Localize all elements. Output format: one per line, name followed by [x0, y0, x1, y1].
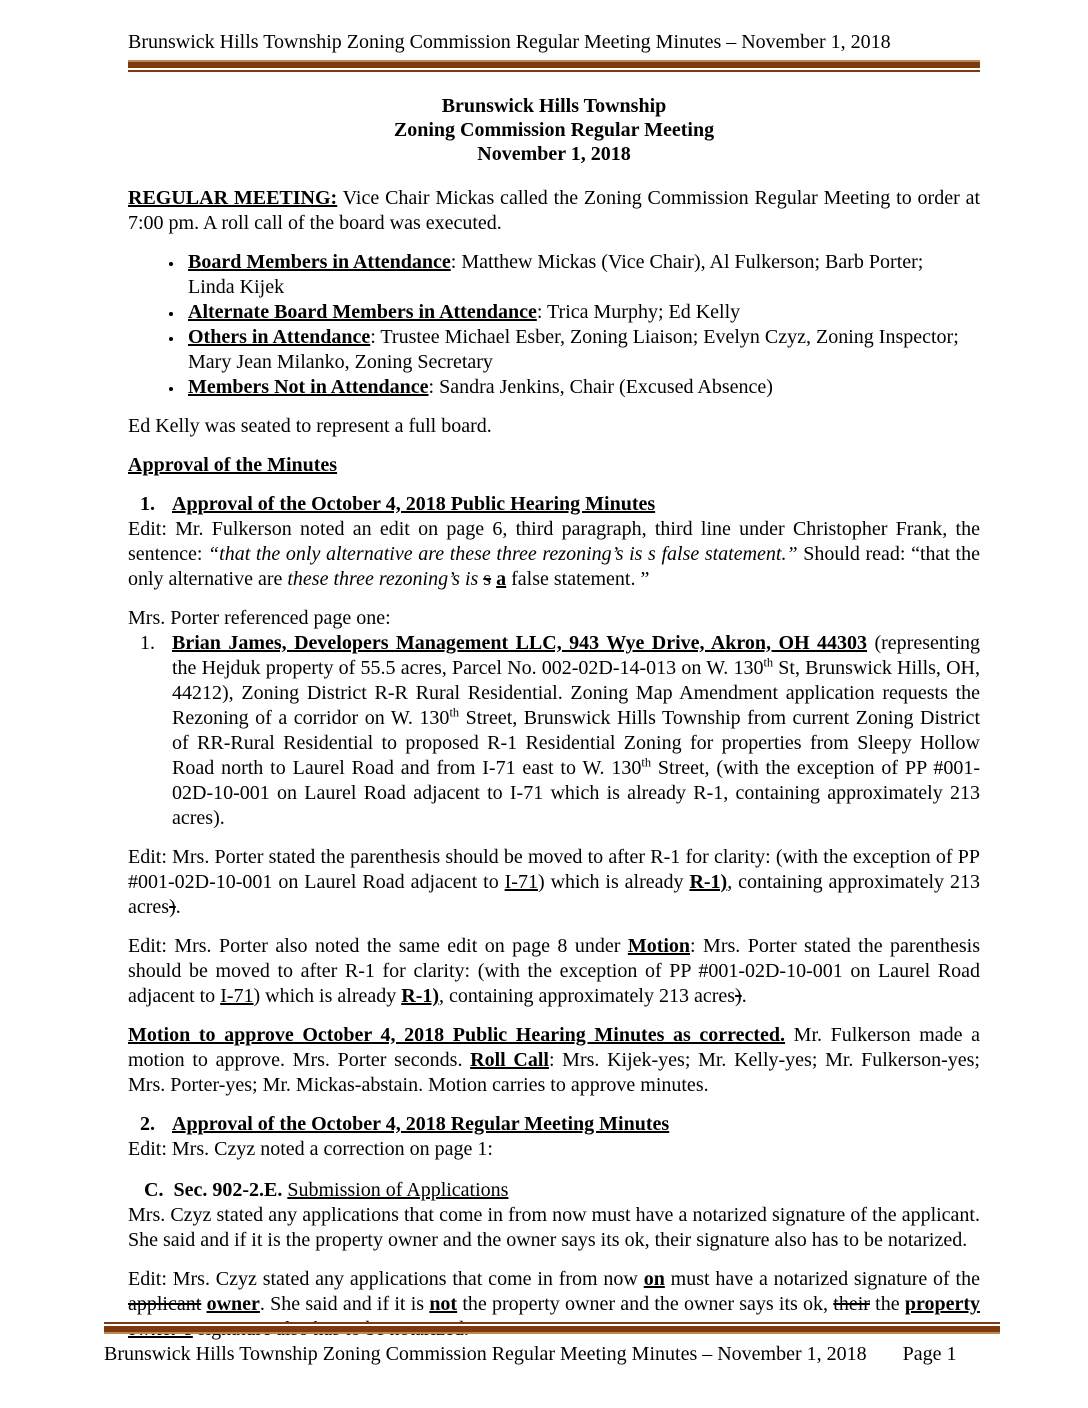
- text-run: their: [833, 1293, 870, 1315]
- text-run: Edit: Mrs. Czyz stated any applications that come in from now: [128, 1268, 644, 1290]
- text-run: Approval of the Minutes: [128, 454, 338, 476]
- text-run: on: [643, 1268, 665, 1290]
- text-run: Ed Kelly was seated to represent a full board.: [128, 415, 492, 437]
- text-run: Edit: Mrs. Porter also noted the same edit on page 8 under: [128, 935, 628, 957]
- text-run: Edit: Mrs. Czyz noted a correction on page 1:: [128, 1138, 493, 1160]
- text-run: : Sandra Jenkins, Chair (Excused Absence): [428, 376, 773, 398]
- text-run: Submission of Applications: [287, 1179, 509, 1201]
- text-run: Edit: Mrs. Porter stated the parenthesis should be moved to after R-1 for clarity: (with the exception of PP #001-02D-10-001 on Laurel Road adjacent to: [128, 846, 980, 893]
- list-item-board-members: [184, 250, 980, 300]
- text-run: these three rezoning’s is: [287, 568, 479, 590]
- footer-rule: [104, 1322, 1000, 1334]
- text-run: : Trica Murphy; Ed Kelly: [536, 301, 741, 323]
- text-run: Mrs. Porter referenced page one:: [128, 607, 391, 629]
- text-run: s: [483, 568, 492, 590]
- paragraph-edit-fulkerson: [128, 517, 980, 592]
- text-run: ) which is already: [253, 985, 402, 1007]
- paragraph-edit-porter-1: [128, 845, 980, 920]
- text-run: Brian James, Developers Management LLC, 943 Wye Drive, Akron, OH 44303: [172, 632, 868, 654]
- paragraph-edit-porter-2: [128, 934, 980, 1009]
- text-run: th: [641, 755, 652, 770]
- text-run: th: [763, 655, 774, 670]
- text-run: Vice Chair Mickas called the Zoning Commission Regular Meeting to order at 7:00 pm. A roll call of the board was executed.: [128, 187, 981, 234]
- page-footer-text: [104, 1342, 1000, 1367]
- title-line-1: Brunswick Hills Township: [441, 95, 667, 117]
- text-run: Motion: [627, 935, 691, 957]
- text-run: not: [429, 1293, 458, 1315]
- text-run: Should read: “that the only alternative are: [128, 543, 980, 590]
- paragraph-porter-referenced: [128, 606, 980, 631]
- numbered-heading-1: [128, 492, 980, 517]
- text-run: (representing the Hejduk property of 55.5 acres, Parcel No. 002-02D-14-013 on W. 130: [172, 632, 980, 679]
- text-run: .: [175, 896, 181, 918]
- text-run: C. Sec. 902-2.E.: [144, 1179, 283, 1201]
- page-footer: [104, 1322, 1000, 1367]
- footer-title: Brunswick Hills Township Zoning Commission Regular Meeting Minutes – November 1, 2018: [104, 1343, 867, 1365]
- text-run: REGULAR MEETING:: [128, 187, 338, 209]
- text-run: Motion to approve October 4, 2018 Public Hearing Minutes as corrected.: [128, 1024, 786, 1046]
- list-number: 1.: [140, 493, 155, 515]
- paragraph-motion-to-approve: [128, 1023, 980, 1098]
- list-number: 1.: [140, 632, 155, 654]
- header-rule-thick-bar: [128, 60, 980, 68]
- list-item-not-in-attendance: [184, 375, 980, 400]
- paragraph-ed-kelly: [128, 414, 980, 439]
- text-run: Mrs. Czyz stated any applications that come in from now must have a notarized signature of the applicant. She said and if it is the property owner and the owner says its ok, their signature also has to be notarized.: [128, 1204, 980, 1251]
- text-run: “that the only alternative are these three rezoning’s is s false statement.”: [208, 543, 798, 565]
- text-run: , containing approximately 213 acres: [128, 871, 980, 918]
- list-number: 2.: [140, 1113, 155, 1135]
- text-run: owner: [206, 1293, 260, 1315]
- text-run: a: [496, 568, 507, 590]
- header-rule: [128, 60, 980, 72]
- text-run: Alternate Board Members in Attendance: [188, 301, 537, 323]
- text-run: must have a notarized signature of the: [664, 1268, 980, 1290]
- text-run: Mr. Fulkerson made a motion to approve. Mrs. Porter seconds.: [128, 1024, 980, 1071]
- text-run: false statement. ”: [506, 568, 650, 590]
- text-run: Approval of the October 4, 2018 Public Hearing Minutes: [172, 493, 656, 515]
- text-run: Members Not in Attendance: [188, 376, 429, 398]
- numbered-heading-2-text: [172, 1113, 669, 1135]
- text-run: the property owner and the owner says its ok,: [457, 1293, 834, 1315]
- text-run: : Mrs. Kijek-yes; Mr. Kelly-yes; Mr. Fulkerson-yes; Mrs. Porter-yes; Mr. Mickas-abstain. Motion carries to approve minutes.: [128, 1049, 980, 1096]
- text-run: Board Members in Attendance: [188, 251, 451, 273]
- text-run: I-71: [504, 871, 538, 893]
- heading-approval-of-minutes: [128, 453, 980, 478]
- text-run: .: [741, 985, 747, 1007]
- text-run: R-1): [689, 871, 728, 893]
- page-number: Page 1: [902, 1343, 957, 1365]
- numbered-heading-2: [128, 1112, 980, 1137]
- text-run: : Matthew Mickas (Vice Chair), Al Fulkerson; Barb Porter;: [450, 251, 924, 273]
- list-item-others: [184, 325, 980, 375]
- numbered-paragraph-brian-james-text: [172, 632, 980, 829]
- list-item-alternate-members: [184, 300, 980, 325]
- attendance-list: [128, 250, 980, 400]
- text-run: : Mrs. Porter stated the parenthesis should be moved to after R-1 for clarity: (with the exception of PP #001-02D-10-001 on Laurel Road adjacent to: [128, 935, 980, 1007]
- text-run: Edit: Mr. Fulkerson noted an edit on page 6, third paragraph, third line under Christopher Frank, the sentence:: [128, 518, 980, 565]
- text-run: . She said and if it is: [259, 1293, 430, 1315]
- text-run: ): [735, 985, 742, 1007]
- header-rule-thin-line: [128, 70, 980, 72]
- page-header-text: Brunswick Hills Township Zoning Commission Regular Meeting Minutes – November 1, 2018: [128, 31, 891, 53]
- document-title: [128, 94, 980, 166]
- title-line-3: November 1, 2018: [477, 143, 631, 165]
- text-run: : Trustee Michael Esber, Zoning Liaison; Evelyn Czyz, Zoning Inspector; Mary Jean Milanko, Zoning Secretary: [188, 326, 959, 373]
- footer-rule-thick-bar: [104, 1326, 1000, 1334]
- text-run: I-71: [220, 985, 254, 1007]
- text-run: the: [869, 1293, 905, 1315]
- text-run: Others in Attendance: [188, 326, 371, 348]
- text-run: R-1): [401, 985, 440, 1007]
- title-line-2: Zoning Commission Regular Meeting: [393, 119, 715, 141]
- text-run: ): [169, 896, 176, 918]
- paragraph-czyz-applications: [128, 1203, 980, 1253]
- text-run: Street, (with the exception of PP #001-02D-10-001 on Laurel Road adjacent to I-71 which is already R-1, containing approximately 213 acres).: [172, 757, 980, 829]
- text-run: ) which is already: [537, 871, 690, 893]
- text-run: applicant: [128, 1293, 202, 1315]
- paragraph-regular-meeting: [128, 186, 980, 236]
- text-run: th: [449, 705, 460, 720]
- text-run: St, Brunswick Hills, OH, 44212), Zoning District R-R Rural Residential. Zoning Map Amendment application requests the Rezoning of a corridor on W. 130: [172, 657, 980, 729]
- text-run: Roll Call: [470, 1049, 549, 1071]
- numbered-paragraph-brian-james: [128, 631, 980, 831]
- text-run: , containing approximately 213 acres: [439, 985, 736, 1007]
- text-run: Linda Kijek: [188, 276, 285, 298]
- heading-sec-902-2e: [128, 1178, 980, 1203]
- paragraph-edit-czyz-intro: [128, 1137, 980, 1162]
- text-run: property: [904, 1293, 981, 1315]
- text-run: Approval of the October 4, 2018 Regular Meeting Minutes: [172, 1113, 670, 1135]
- numbered-heading-1-text: [172, 493, 655, 515]
- text-run: Street, Brunswick Hills Township from current Zoning District of RR-Rural Residential to proposed R-1 Residential Zoning for properties from Sleepy Hollow Road north to Laurel Road and from I-71 east to W. 130: [172, 707, 980, 779]
